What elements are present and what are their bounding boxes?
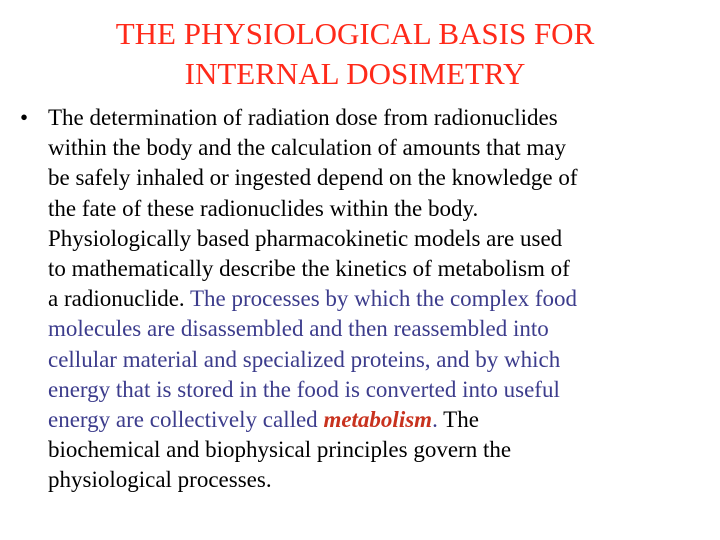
body-line-5: Physiologically based pharmacokinetic models are used bbox=[48, 225, 563, 251]
body-line-7-black: a radionuclide. bbox=[48, 286, 190, 312]
title-line-2: INTERNAL DOSIMETRY bbox=[184, 56, 526, 91]
body-line-11-dot: . bbox=[432, 407, 438, 433]
body-line-1: The determination of radiation dose from radionuclides bbox=[48, 105, 558, 130]
body-line-11 bbox=[48, 405, 710, 435]
body-line-11-black: The bbox=[437, 407, 479, 433]
body-line-2: within the body and the calculation of amounts that may bbox=[48, 135, 567, 161]
bullet-list bbox=[20, 103, 710, 496]
title-line-1: THE PHYSIOLOGICAL BASIS FOR bbox=[115, 16, 595, 51]
body-line-7-blue: The processes by which the complex food bbox=[190, 286, 578, 312]
metabolism-term: metabolism bbox=[323, 407, 433, 433]
body-line-11-blue: energy are collectively called bbox=[48, 407, 324, 433]
body-line-12: biochemical and biophysical principles govern the bbox=[48, 437, 512, 463]
bullet-item bbox=[20, 103, 710, 496]
body-line-10: energy that is stored in the food is converted into useful bbox=[48, 376, 560, 402]
body-line-8: molecules are disassembled and then reassembled into bbox=[48, 316, 549, 342]
bullet-icon: • bbox=[20, 105, 29, 130]
slide-title bbox=[0, 14, 710, 94]
body-line-7 bbox=[48, 284, 710, 314]
body-line-13: physiological processes. bbox=[48, 467, 272, 493]
body-line-4: the fate of these radionuclides within the body. bbox=[48, 195, 479, 221]
body-line-6: to mathematically describe the kinetics of metabolism of bbox=[48, 256, 570, 282]
body-line-3: be safely inhaled or ingested depend on the knowledge of bbox=[48, 165, 578, 191]
body-line-9: cellular material and specialized proteins, and by which bbox=[48, 346, 561, 372]
